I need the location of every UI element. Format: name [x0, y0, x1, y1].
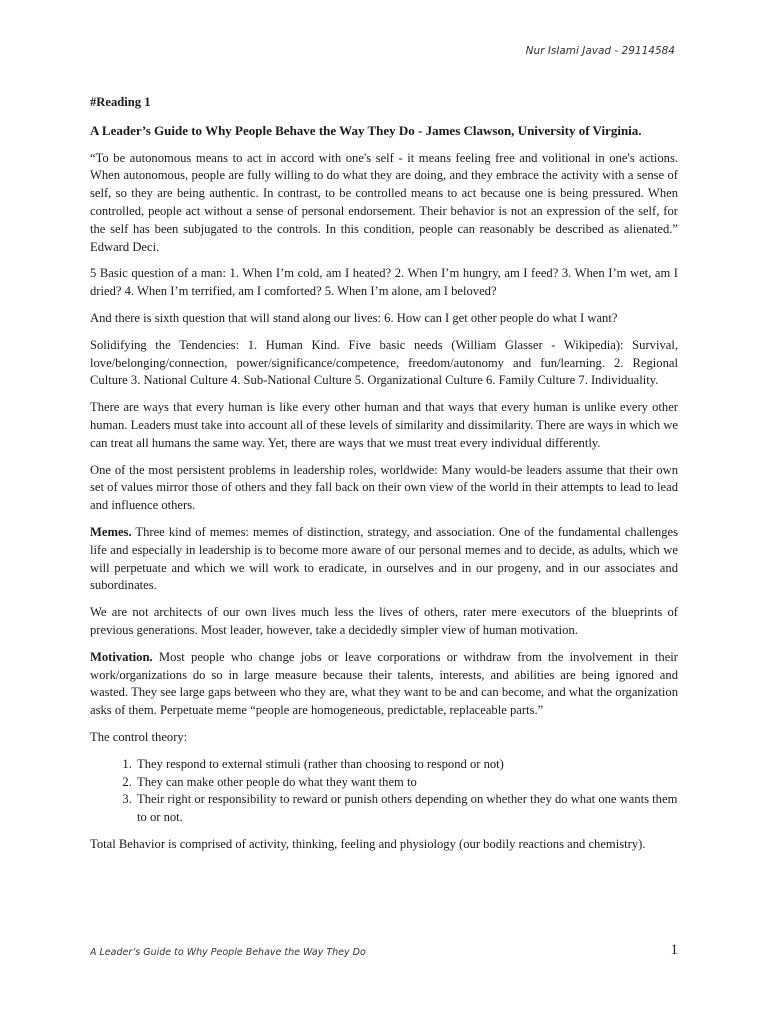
memes-text: Three kind of memes: memes of distinction, strategy, and association. One of the fundamental challenges life and especially in leadership is to become more aware of our personal memes and to decide, as adults, which we will perpetuate and which we will work to eradicate, in ourselves and in our progeny, and in our associates and subordinates. [90, 524, 678, 593]
motivation-text: Most people who change jobs or leave corporations or withdraw from the involvement in their work/organizations do so in large measure because their talents, interests, and abilities are being ignored and wasted. They see large gaps between who they are, what they want to be and can become, and what the organization asks of them. Perpetuate meme “people are homogeneous, predictable, replaceable parts.” [90, 649, 678, 718]
paragraph-tendencies: Solidifying the Tendencies: 1. Human Kind. Five basic needs (William Glasser - Wikipedia): Survival, love/belonging/connection, power/significance/competence, freedom/autonomy and fun/learning. 2. Regional Culture 3. National Culture 4. Sub-National Culture 5. Organizational Culture 6. Family Culture 7. Individuality. [90, 337, 678, 388]
paragraph-control-theory: The control theory: [90, 729, 188, 744]
list-item: 3. Their right or responsibility to reward or punish others depending on whether they do what one wants them to or not. [135, 791, 678, 827]
paragraph-memes [90, 524, 678, 595]
reading-label: #Reading 1 [90, 95, 151, 109]
page-number: 1 [670, 942, 678, 958]
paragraph-deci-quote: “To be autonomous means to act in accord with one's self - it means feeling free and volitional in one's actions. When autonomous, people are fully willing to do what they are doing, and they embrace the activity with a sense of self, so they are being authentic. In contrast, to be controlled means to act because one is being pressured. When controlled, people act without a sense of personal endorsement. Their behavior is not an expression of the self, for the self has been subjugated to the controls. In this condition, people can reasonably be described as alienated.” Edward Deci. [90, 150, 678, 254]
paragraph-similarity: There are ways that every human is like every other human and that ways that every human is unlike every other human. Leaders must take into account all of these levels of similarity and dissimilarity. There are ways in which we can treat all humans the same way. Yet, there are ways that we must treat every individual differently. [90, 400, 678, 450]
motivation-lead: Motivation. [90, 649, 153, 664]
paragraph-basic-questions: 5 Basic question of a man: 1. When I’m cold, am I heated? 2. When I’m hungry, am I feed? 3. When I’m wet, am I dried? 4. When I’m terrified, am I comforted? 5. When I’m alone, am I beloved? [90, 266, 678, 299]
header-author: Nur Islami Javad - 29114584 [525, 45, 675, 57]
control-theory-list [90, 756, 678, 827]
paragraph-persistent-problems: One of the most persistent problems in leadership roles, worldwide: Many would-be leaders assume that their own set of values mirror those of others and they fall back on their own view of the world in their attempts to lead to lead and influence others. [90, 462, 678, 513]
paragraph-motivation [90, 649, 678, 720]
document-title: A Leader’s Guide to Why People Behave the Way They Do - James Clawson, University of Virginia. [90, 122, 642, 138]
paragraph-total-behavior: Total Behavior is comprised of activity, thinking, feeling and physiology (our bodily reactions and chemistry). [90, 836, 646, 851]
list-item: 1. They respond to external stimuli (rather than choosing to respond or not) [135, 756, 678, 774]
document-body [90, 94, 678, 863]
paragraph-sixth-question: And there is sixth question that will stand along our lives: 6. How can I get other people do what I want? [90, 310, 618, 325]
list-item: 2. They can make other people do what they want them to [135, 774, 678, 792]
memes-lead: Memes. [90, 524, 132, 539]
footer-title: A Leader’s Guide to Why People Behave the Way They Do [90, 947, 366, 958]
paragraph-architects: We are not architects of our own lives much less the lives of others, rater mere executors of the blueprints of previous generations. Most leader, however, take a decidedly simpler view of human motivation. [90, 605, 678, 637]
